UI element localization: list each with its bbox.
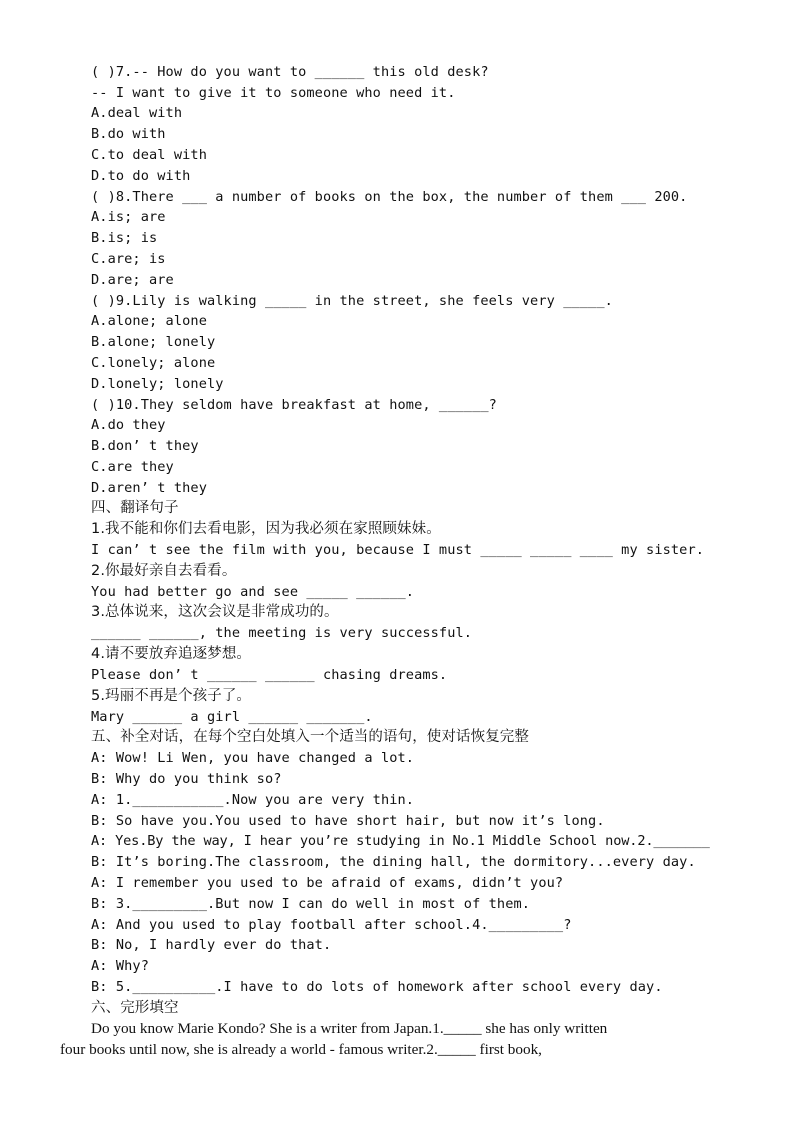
dialogue-line: B: 5.__________.I have to do lots of homework after school every day.: [91, 979, 663, 995]
dialogue-line: B: No, I hardly ever do that.: [91, 937, 332, 953]
dialogue-line: B: It’s boring.The classroom, the dining hall, the dormitory...every day.: [91, 854, 696, 870]
section-4-heading: 四、翻译句子: [91, 500, 179, 516]
question-8-option-d: D.are; are: [91, 272, 174, 288]
dialogue-line: A: And you used to play football after school.4._________?: [91, 917, 572, 933]
question-7-option-a: A.deal with: [91, 105, 183, 121]
question-8-option-b: B.is; is: [91, 230, 158, 246]
question-8-stem: ( )8.There ___ a number of books on the box, the number of them ___ 200.: [91, 189, 688, 205]
question-9-option-b: B.alone; lonely: [91, 334, 216, 350]
translation-2-chinese: 2.你最好亲自去看看。: [91, 563, 237, 579]
question-10-option-d: D.aren’ t they: [91, 480, 207, 496]
question-7-option-b: B.do with: [91, 126, 166, 142]
question-7-reply: -- I want to give it to someone who need it.: [91, 85, 456, 101]
question-8-option-c: C.are; is: [91, 251, 166, 267]
dialogue-line: A: Wow! Li Wen, you have changed a lot.: [91, 750, 415, 766]
dialogue-line: B: Why do you think so?: [91, 771, 282, 787]
question-10-stem: ( )10.They seldom have breakfast at home, ______?: [91, 397, 497, 413]
translation-5-chinese: 5.玛丽不再是个孩子了。: [91, 688, 252, 704]
dialogue-line: B: So have you.You used to have short hair, but now it’s long.: [91, 813, 605, 829]
question-9-option-d: D.lonely; lonely: [91, 376, 224, 392]
dialogue-line: A: I remember you used to be afraid of exams, didn’t you?: [91, 875, 564, 891]
question-10-option-b: B.don’ t they: [91, 438, 199, 454]
dialogue-line: A: Why?: [91, 958, 149, 974]
question-8-option-a: A.is; are: [91, 209, 166, 225]
cloze-passage-line-2: four books until now, she is already a world - famous writer.2._____ first book,: [60, 1041, 542, 1058]
question-7-option-d: D.to do with: [91, 168, 191, 184]
question-9-option-a: A.alone; alone: [91, 313, 207, 329]
translation-1-chinese: 1.我不能和你们去看电影，因为我必须在家照顾妹妹。: [91, 521, 441, 537]
translation-3-english: ______ ______, the meeting is very successful.: [91, 625, 473, 641]
section-5-heading: 五、补全对话，在每个空白处填入一个适当的语句，使对话恢复完整: [91, 729, 529, 745]
dialogue-line: A: Yes.By the way, I hear you’re studying in No.1 Middle School now.2._______: [91, 833, 710, 849]
translation-1-english: I can’ t see the film with you, because I must _____ _____ ____ my sister.: [91, 542, 705, 558]
question-9-option-c: C.lonely; alone: [91, 355, 216, 371]
translation-4-chinese: 4.请不要放弃追逐梦想。: [91, 646, 252, 662]
cloze-passage-line-1: Do you know Marie Kondo? She is a writer from Japan.1._____ she has only written: [91, 1020, 608, 1037]
question-9-stem: ( )9.Lily is walking _____ in the street, she feels very _____.: [91, 293, 613, 309]
dialogue-line: A: 1.___________.Now you are very thin.: [91, 792, 415, 808]
translation-5-english: Mary ______ a girl ______ _______.: [91, 709, 373, 725]
question-7-stem: ( )7.-- How do you want to ______ this old desk?: [91, 64, 489, 80]
section-6-heading: 六、完形填空: [91, 1000, 179, 1016]
translation-3-chinese: 3.总体说来，这次会议是非常成功的。: [91, 604, 339, 620]
cloze-passage: [60, 1018, 736, 1060]
translation-2-english: You had better go and see _____ ______.: [91, 584, 415, 600]
question-10-option-a: A.do they: [91, 417, 166, 433]
translation-4-english: Please don’ t ______ ______ chasing dreams.: [91, 667, 448, 683]
question-10-option-c: C.are they: [91, 459, 174, 475]
dialogue-line: B: 3._________.But now I can do well in most of them.: [91, 896, 531, 912]
question-7-option-c: C.to deal with: [91, 147, 207, 163]
